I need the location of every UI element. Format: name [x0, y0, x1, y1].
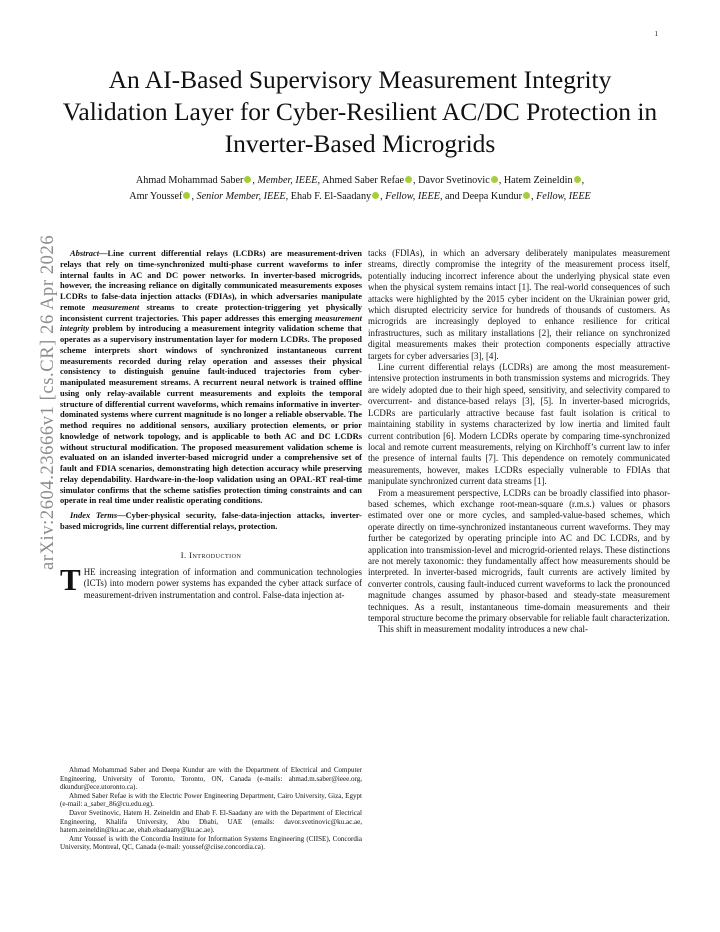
abstract-label: Abstract: [70, 248, 100, 258]
body-paragraph: tacks (FDIAs), in which an adversary deliberately manipulates measurement streams, directly compromise the integrity of the measurement process itself, potentially inducing incorrect inference about the underlying physical state even when the physical system remains intact [1]. The real-world consequences of such attacks were highlighted by the 2015 cyber incident on the Ukrainian power grid, which disrupted electricity service for hundreds of thousands of customers. As microgrids are increasingly deployed to enhance resilience for critical infrastructures, such as military installations [2], their reliance on synchronized digital measurements makes their protection components especially attractive targets for cyber adversaries [3], [4].: [368, 248, 670, 361]
abstract-text: problem by introducing a measurement integrity validation scheme that operates as a supervisory instrumentation layer for modern LCDRs. The proposed scheme interprets short windows of synchronized instantaneous current measurements recorded during relay operation and assesses their physical consistency to distinguish genuine fault-induced trajectories from cyber-manipulated measurement streams. A recurrent neural network is trained offline using only relay-available current measurements and exploits the temporal structure of differential current waveforms, which remains informative in inverter-dominated systems where current magnitude is no longer a reliable observable. The method requires no additional sensors, auxiliary protection elements, or prior knowledge of network topology, and is applicable to both AC and DC LCDRs without structural modification. The proposed measurement validation scheme is evaluated on an islanded inverter-based microgrid under a comprehensive set of fault and FDIA scenarios, demonstrating high detection accuracy while preserving relay dependability. Hardware-in-the-loop validation using an OPAL-RT real-time simulator confirms that the scheme satisfies protection timing constraints and can operate in real time under realistic operating conditions.: [60, 323, 362, 506]
author-list: Ahmad Mohammad Saber , Member, IEEE, Ahmed Saber Refae , Davor Svetinovic , Hatem Zeineldin , Amr Youssef , Senior Member, IEEE, Ehab F. El-Saadany , Fellow, IEEE, and Deepa Kundur , Fellow, IEEE: [129, 175, 591, 202]
footnote: Amr Youssef is with the Concordia Institute for Information Systems Engineering (CIISE), Concordia University, Montreal, QC, Canada (e-mail: youssef@ciise.concordia.ca).: [60, 834, 362, 852]
author-role: Senior Member, IEEE: [196, 191, 286, 202]
body-paragraph: Line current differential relays (LCDRs) are among the most measurement-intensive protection instruments in both transmission systems and microgrids. They are widely adopted due to their high speed, sensitivity, and selectivity compared to overcurrent- and distance-based relays [3], [5]. In inverter-based microgrids, LCDRs are particularly attractive because fast fault isolation is critical to maintaining stability in systems characterized by low inertia and limited fault current contribution [6]. Modern LCDRs operate by comparing time-synchronized local and remote current measurements, relying on Kirchhoff’s current law to infer the presence of internal faults [7]. This dependence on remotely communicated measurements, however, makes LCDRs especially vulnerable to FDIAs that manipulate synchronized current data streams [1].: [368, 362, 670, 487]
orcid-icon[interactable]: [183, 192, 190, 199]
body-paragraph: This shift in measurement modality introduces a new chal-: [378, 624, 588, 635]
footnotes: [60, 766, 362, 852]
author-name: Hatem Zeineldin: [503, 175, 573, 186]
footnote: Ahmad Mohammad Saber and Deepa Kundur are with the Department of Electrical and Computer Engineering, University of Toronto, Toronto, ON, Canada (e-mails: ahmad.m.saber@ieee.org, dkundur@ece.utoronto.ca).: [60, 766, 362, 792]
author-name: Ahmad Mohammad Saber: [135, 175, 244, 186]
author-role: Member, IEEE: [257, 175, 318, 186]
orcid-icon[interactable]: [405, 176, 412, 183]
author-name: Davor Svetinovic: [418, 175, 490, 186]
abstract: Abstract—Line current differential relays (LCDRs) are measurement-driven relays that rely on time-synchronized multi-phase current waveforms to infer internal faults in AC and DC power networks. In inverter-based microgrids, however, the increasing reliance on digitally communicated measurements exposes LCDRs to false-data injection attacks (FDIAs), in which adversaries manipulate remote measurement streams to create protection-triggering yet physically inconsistent current trajectories. This paper addresses this emerging measurement integrity problem by introducing a measurement integrity validation scheme that operates as a supervisory instrumentation layer for modern LCDRs. The proposed scheme interprets short windows of synchronized instantaneous current measurements recorded during relay operation and assesses their physical consistency to distinguish genuine fault-induced trajectories from cyber-manipulated measurement streams. A recurrent neural network is trained offline using only relay-available current measurements and exploits the temporal structure of differential current waveforms, which remains informative in inverter-dominated systems where current magnitude is no longer a reliable observable. The method requires no additional sensors, auxiliary protection elements, or prior knowledge of network topology, and is applicable to both AC and DC LCDRs without structural modification. The proposed measurement validation scheme is evaluated on an islanded inverter-based microgrid under a comprehensive set of fault and FDIA scenarios, demonstrating high detection accuracy while preserving relay dependability. Hardware-in-the-loop validation using an OPAL-RT real-time simulator confirms that the scheme satisfies protection timing constraints and can operate in real time under realistic operating conditions.: [60, 248, 363, 506]
author-name: Ahmed Saber Refae: [322, 175, 405, 186]
orcid-icon[interactable]: [523, 192, 530, 199]
abstract-emphasis: measurement integrity: [60, 312, 362, 334]
right-column: [368, 248, 670, 636]
orcid-icon[interactable]: [244, 176, 251, 183]
body-paragraph: From a measurement perspective, LCDRs can be broadly classified into phasor-based schemes, which exchange root-mean-square (r.m.s.) values or phasors estimated over one or more cycles, and sampled-value-based schemes, which operate directly on time-synchronized instantaneous current waveforms. They may further be categorized by operating principle into AC and DC LCDRs, and by application into transmission-level and microgrid-oriented relays. These distinctions are not merely taxonomic: they fundamentally affect how measurements should be interpreted. In inverter-based microgrids, fault currents are actively limited by converter controls, causing fault-induced current waveforms to lack the pronounced magnitude changes assumed by phasor-based and steady-state measurement techniques. As a result, instantaneous time-domain measurements and their temporal structure become the primary observable for reliable fault characterization.: [368, 487, 670, 623]
index-terms-text: Cyber-physical security, false-data-injection attacks, inverter-based microgrids, line current differential relays, protection.: [60, 510, 362, 531]
author-role: Fellow, IEEE: [385, 191, 440, 202]
intro-paragraph: [60, 561, 362, 601]
page-number: 1: [654, 30, 658, 38]
author-role: Fellow, IEEE: [536, 191, 591, 202]
author-name: Deepa Kundur: [462, 191, 522, 202]
section-heading-introduction: I. Introduction: [180, 550, 242, 560]
drop-cap: T: [60, 561, 81, 597]
conjunction: and: [445, 191, 460, 202]
arxiv-identifier[interactable]: arXiv:2604.23666v1 [cs.CR] 26 Apr 2026: [38, 234, 58, 570]
abstract-emphasis: measurement: [92, 301, 140, 312]
orcid-icon[interactable]: [372, 192, 379, 199]
abstract-text: Line current differential relays (LCDRs) are measurement-driven relays that rely on time-synchronized multi-phase current waveforms to infer internal faults in AC and DC power networks. In inverter-based microgrids, however, the increasing reliance on digitally communicated measurements exposes LCDRs to false-data injection attacks (FDIAs), in which adversaries manipulate remote: [60, 248, 362, 312]
footnote: Ahmed Saber Refae is with the Electric Power Engineering Department, Cairo University, Giza, Egypt (e-mail: a_saber_86@cu.edu.eg).: [60, 791, 362, 809]
footnote: Davor Svetinovic, Hatem H. Zeineldin and Ehab F. El-Saadany are with the Department of Electrical Engineering, Khalifa University, Abu Dhabi, UAE (emails: davor.svetinovic@ku.ac.ae, hatem.zeineldin@ku.ac.ae, ehab.elsadaany@ku.ac.ae).: [60, 808, 362, 835]
left-column: [60, 248, 362, 601]
index-terms-label: Index Terms: [70, 510, 118, 520]
author-name: Ehab F. El-Saadany: [290, 191, 372, 202]
paper-title: An AI-Based Supervisory Measurement Integrity Validation Layer for Cyber-Resilient AC/DC Protection in Inverter-Based Microgrids: [62, 65, 658, 158]
author-name: Amr Youssef: [129, 191, 183, 202]
orcid-icon[interactable]: [574, 176, 581, 183]
orcid-icon[interactable]: [491, 176, 498, 183]
index-terms: Index Terms—Cyber-physical security, false-data-injection attacks, inverter-based microgrids, line current differential relays, protection.: [60, 510, 362, 531]
intro-text: HE increasing integration of information and communication technologies (ICTs) into modern power systems has expanded the cyber attack surface of measurement-driven instrumentation and control. False-data injection at-: [83, 566, 362, 600]
abstract-text: streams to create protection-triggering yet physically inconsistent current trajectories. This paper addresses this emerging: [60, 301, 363, 323]
